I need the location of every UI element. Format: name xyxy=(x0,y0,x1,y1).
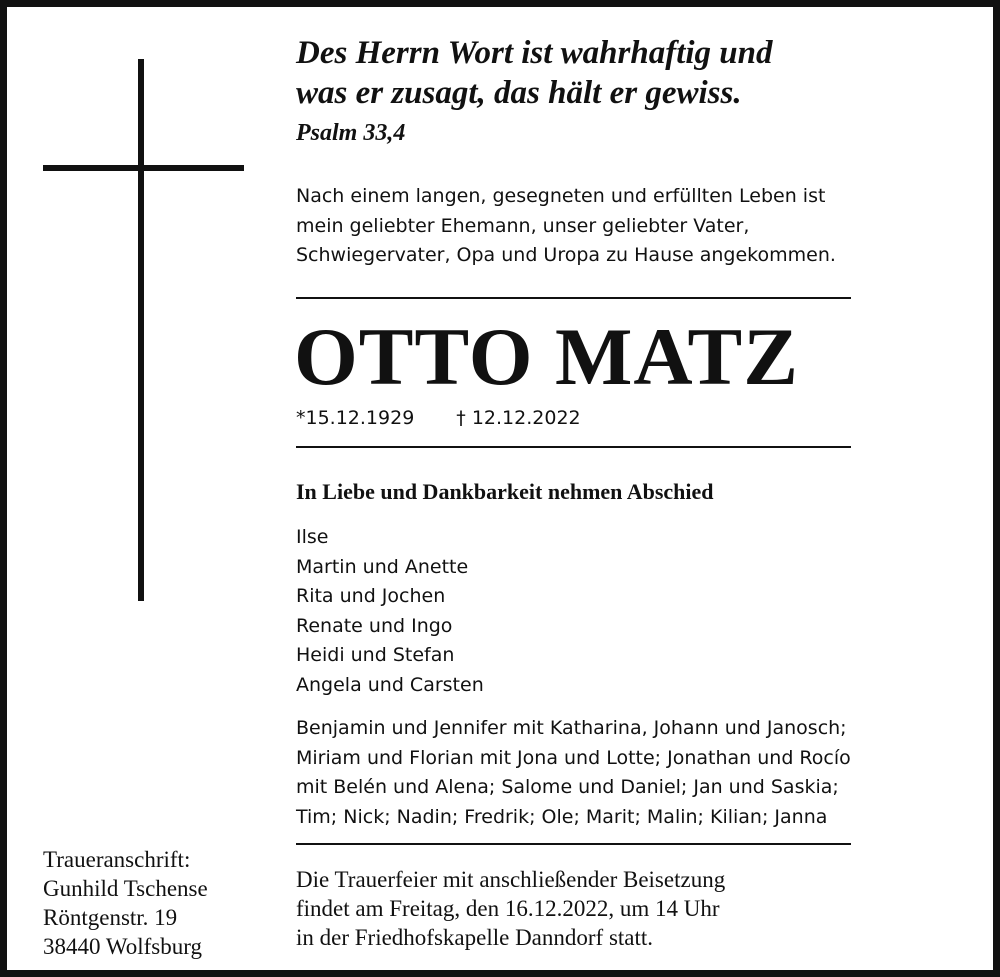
grandchildren-list xyxy=(296,714,851,832)
family-member: Angela und Carsten xyxy=(296,673,484,696)
farewell-heading: In Liebe und Dankbarkeit nehmen Abschied xyxy=(296,479,714,504)
family-member: Martin und Anette xyxy=(296,555,469,578)
ceremony-line: Die Trauerfeier mit anschließender Beisetzung xyxy=(296,867,726,892)
intro-line: Schwiegervater, Opa und Uropa zu Hause angekommen. xyxy=(296,244,836,266)
ceremony-line: in der Friedhofskapelle Danndorf statt. xyxy=(296,925,654,950)
grandchildren-line: Miriam und Florian mit Jona und Lotte; Jonathan und Rocío xyxy=(296,746,851,769)
verse-reference: Psalm 33,4 xyxy=(296,120,406,146)
address-line: Traueranschrift: xyxy=(43,847,191,872)
life-dates xyxy=(296,404,581,432)
ceremony-info xyxy=(296,865,725,952)
address-line: Röntgenstr. 19 xyxy=(43,905,178,930)
verse-line: Des Herrn Wort ist wahrhaftig und xyxy=(296,35,773,71)
intro-line: Nach einem langen, gesegneten und erfüllten Leben ist xyxy=(296,185,826,207)
divider-bottom xyxy=(296,843,851,845)
grandchildren-line: Tim; Nick; Nadin; Fredrik; Ole; Marit; Malin; Kilian; Janna xyxy=(296,805,828,828)
cross-vertical-bar xyxy=(138,59,144,601)
intro-line: mein geliebter Ehemann, unser geliebter Vater, xyxy=(296,214,750,237)
address-line: Gunhild Tschense xyxy=(43,876,208,901)
ceremony-line: findet am Freitag, den 16.12.2022, um 14 Uhr xyxy=(296,896,720,921)
family-member: Ilse xyxy=(296,526,329,548)
address-line: 38440 Wolfsburg xyxy=(43,934,202,959)
grandchildren-line: mit Belén und Alena; Salome und Daniel; Jan und Saskia; xyxy=(296,776,839,798)
family-member: Rita und Jochen xyxy=(296,585,446,607)
family-member: Heidi und Stefan xyxy=(296,644,455,666)
divider-middle xyxy=(296,446,851,448)
bible-verse xyxy=(296,33,773,113)
cross-horizontal-bar xyxy=(43,165,244,171)
birth-date: *15.12.1929 xyxy=(296,407,415,429)
family-list xyxy=(296,523,484,700)
family-member: Renate und Ingo xyxy=(296,614,453,637)
verse-line: was er zusagt, das hält er gewiss. xyxy=(296,75,742,111)
death-date: † 12.12.2022 xyxy=(456,407,581,429)
intro-text xyxy=(296,182,836,271)
deceased-name: OTTO MATZ xyxy=(294,311,799,402)
mourning-address xyxy=(43,845,208,961)
divider-top xyxy=(296,297,851,299)
grandchildren-line: Benjamin und Jennifer mit Katharina, Johann und Janosch; xyxy=(296,717,847,739)
